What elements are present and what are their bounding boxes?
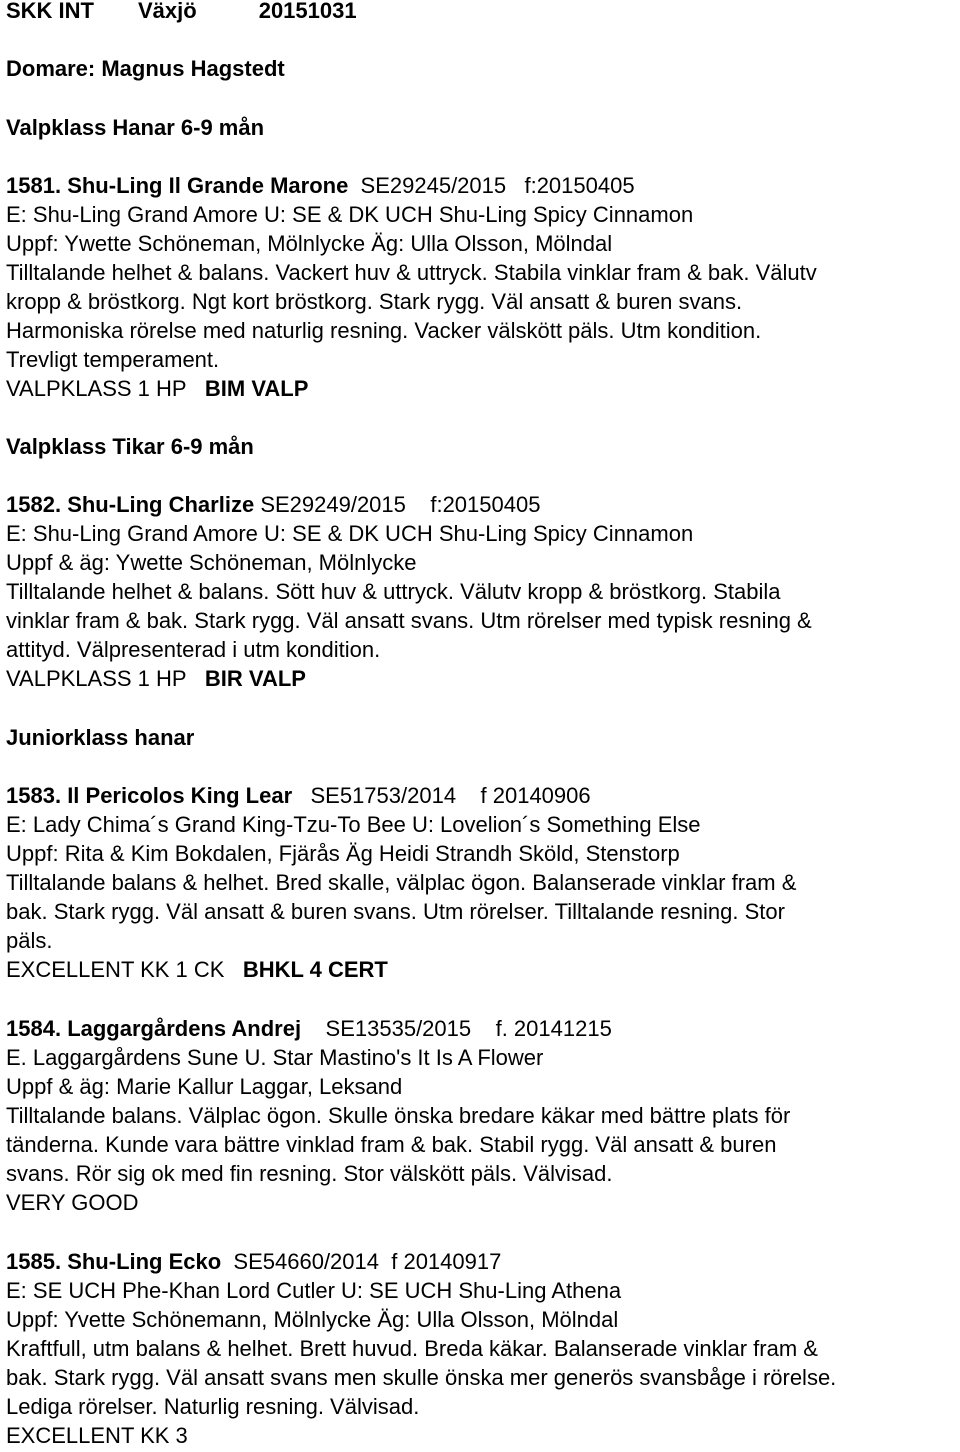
result-line — [6, 957, 388, 983]
breeder-owner-line: Uppf: Ywette Schöneman, Mölnlycke Äg: Ulla Olsson, Mölndal — [6, 231, 613, 256]
critique-line: Tilltalande helhet & balans. Sött huv & uttryck. Välutv kropp & bröstkorg. Stabila — [6, 579, 781, 604]
registration-number: SE29245/2015 — [360, 173, 507, 198]
critique-line: päls. — [6, 928, 53, 953]
registration-number: SE51753/2014 — [310, 783, 457, 808]
class-heading: Juniorklass hanar — [6, 725, 195, 750]
breeder-owner-line: Uppf: Rita & Kim Bokdalen, Fjärås Äg Heidi Strandh Sköld, Stenstorp — [6, 841, 680, 866]
parents-line: E: SE UCH Phe-Khan Lord Cutler U: SE UCH Shu-Ling Athena — [6, 1278, 622, 1303]
critique-line: svans. Rör sig ok med fin resning. Stor välskött päls. Välvisad. — [6, 1161, 613, 1186]
dog-name: Shu-Ling Il Grande Marone — [67, 173, 349, 198]
critique-line: vinklar fram & bak. Stark rygg. Väl ansatt svans. Utm rörelser med typisk resning & — [6, 608, 812, 633]
result-line — [6, 1423, 188, 1449]
birth-date: f. 20141215 — [495, 1016, 612, 1041]
critique-line: Kraftfull, utm balans & helhet. Brett huvud. Breda käkar. Balanserade vinklar fram & — [6, 1336, 818, 1361]
award: BHKL 4 CERT — [242, 957, 388, 982]
dog-name: Shu-Ling Ecko — [67, 1249, 222, 1274]
birth-date: f:20150405 — [524, 173, 635, 198]
result-grade: EXCELLENT KK 3 — [6, 1423, 188, 1448]
dog-name: Il Pericolos King Lear — [67, 783, 293, 808]
entry-number: 1583. — [6, 783, 62, 808]
critique-line: bak. Stark rygg. Väl ansatt & buren svans. Utm rörelser. Tilltalande resning. Stor — [6, 899, 785, 924]
critique-line: Harmoniska rörelse med naturlig resning. Vacker välskött päls. Utm kondition. — [6, 318, 762, 343]
critique-line: bak. Stark rygg. Väl ansatt svans men skulle önska mer generös svansbåge i rörelse. — [6, 1365, 837, 1390]
critique-line: Lediga rörelser. Naturlig resning. Välvisad. — [6, 1394, 420, 1419]
entry-number: 1582. — [6, 492, 62, 517]
show-city: Växjö — [138, 0, 197, 23]
breeder-owner-line: Uppf & äg: Marie Kallur Laggar, Leksand — [6, 1074, 403, 1099]
birth-date: f 20140906 — [480, 783, 591, 808]
result-line — [6, 1190, 138, 1216]
parents-line: E: Lady Chima´s Grand King-Tzu-To Bee U: Lovelion´s Something Else — [6, 812, 701, 837]
critique-line: Tilltalande helhet & balans. Vackert huv & uttryck. Stabila vinklar fram & bak. Välutv — [6, 260, 817, 285]
entry-title — [6, 1249, 501, 1275]
parents-line: E. Laggargårdens Sune U. Star Mastino's It Is A Flower — [6, 1045, 544, 1070]
critique-line: kropp & bröstkorg. Ngt kort bröstkorg. Stark rygg. Väl ansatt & buren svans. — [6, 289, 743, 314]
birth-date: f:20150405 — [430, 492, 541, 517]
award: BIM VALP — [204, 376, 309, 401]
entry-number: 1584. — [6, 1016, 62, 1041]
breeder-owner-line: Uppf: Yvette Schönemann, Mölnlycke Äg: Ulla Olsson, Mölndal — [6, 1307, 619, 1332]
show-date: 20151031 — [258, 0, 357, 23]
award: BIR VALP — [204, 666, 306, 691]
result-grade: VALPKLASS 1 HP — [6, 666, 187, 691]
critique-line: tänderna. Kunde vara bättre vinklad fram & bak. Stabil rygg. Väl ansatt & buren — [6, 1132, 777, 1157]
breeder-owner-line: Uppf & äg: Ywette Schöneman, Mölnlycke — [6, 550, 417, 575]
entry-number: 1585. — [6, 1249, 62, 1274]
registration-number: SE54660/2014 — [233, 1249, 379, 1274]
dog-name: Shu-Ling Charlize — [67, 492, 255, 517]
entry-number: 1581. — [6, 173, 62, 198]
critique-line: Tilltalande balans. Välplac ögon. Skulle önska bredare käkar med bättre plats för — [6, 1103, 791, 1128]
birth-date: f 20140917 — [391, 1249, 502, 1274]
registration-number: SE13535/2015 — [325, 1016, 472, 1041]
judge-line: Domare: Magnus Hagstedt — [6, 56, 285, 81]
parents-line: E: Shu-Ling Grand Amore U: SE & DK UCH Shu-Ling Spicy Cinnamon — [6, 521, 694, 546]
entry-title — [6, 492, 540, 518]
registration-number: SE29249/2015 — [260, 492, 406, 517]
result-line — [6, 666, 306, 692]
result-grade: VALPKLASS 1 HP — [6, 376, 187, 401]
club-name: SKK INT — [6, 0, 94, 23]
entry-title — [6, 1016, 612, 1042]
class-heading: Valpklass Tikar 6-9 mån — [6, 434, 254, 459]
critique-line: Tilltalande balans & helhet. Bred skalle, välplac ögon. Balanserade vinklar fram & — [6, 870, 797, 895]
class-heading: Valpklass Hanar 6-9 mån — [6, 115, 265, 140]
entry-title — [6, 173, 635, 199]
critique-line: Trevligt temperament. — [6, 347, 220, 372]
entry-title — [6, 783, 591, 809]
result-grade: EXCELLENT KK 1 CK — [6, 957, 225, 982]
dog-name: Laggargårdens Andrej — [67, 1016, 302, 1041]
result-line — [6, 376, 308, 402]
show-header — [6, 0, 357, 24]
parents-line: E: Shu-Ling Grand Amore U: SE & DK UCH Shu-Ling Spicy Cinnamon — [6, 202, 694, 227]
critique-line: attityd. Välpresenterad i utm kondition. — [6, 637, 381, 662]
result-grade: VERY GOOD — [6, 1190, 139, 1215]
